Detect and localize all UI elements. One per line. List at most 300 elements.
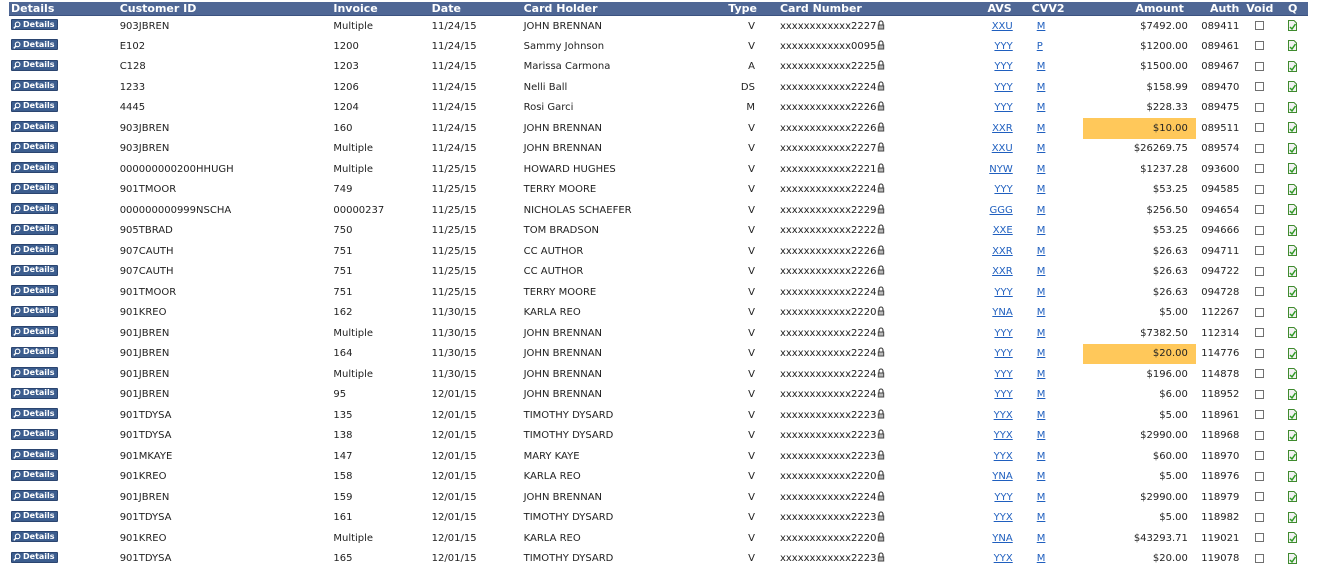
avs-link[interactable]: YYY	[994, 389, 1012, 400]
cvv2-link[interactable]: M	[1037, 389, 1046, 400]
invoice: 1206	[331, 77, 429, 98]
details-cell	[9, 221, 115, 242]
details-button-label: Details	[23, 327, 55, 337]
receipt-icon[interactable]	[1288, 430, 1297, 441]
cvv2-link[interactable]: M	[1037, 102, 1046, 113]
receipt-icon[interactable]	[1288, 450, 1297, 461]
q-cell	[1277, 57, 1308, 78]
details-button[interactable]	[11, 408, 58, 419]
customer-id: 901KREO	[115, 303, 332, 324]
cvv2-link[interactable]: M	[1037, 512, 1046, 523]
void-checkbox[interactable]	[1255, 513, 1264, 522]
cvv2-link[interactable]: M	[1037, 266, 1046, 277]
cvv2-link[interactable]: P	[1037, 41, 1043, 52]
date: 12/01/15	[430, 487, 522, 508]
col-header-q[interactable]: Q	[1277, 2, 1308, 16]
card-holder: NICHOLAS SCHAEFER	[522, 200, 699, 221]
avs-link[interactable]: YYX	[994, 430, 1013, 441]
receipt-icon[interactable]	[1288, 491, 1297, 502]
avs-link[interactable]: XXU	[992, 21, 1013, 32]
receipt-icon[interactable]	[1288, 184, 1297, 195]
card-type: V	[698, 221, 770, 242]
avs-link[interactable]: YYY	[994, 41, 1012, 52]
void-checkbox[interactable]	[1255, 246, 1264, 255]
void-checkbox[interactable]	[1255, 41, 1264, 50]
cvv2-link[interactable]: M	[1037, 328, 1046, 339]
void-checkbox[interactable]	[1255, 390, 1264, 399]
receipt-icon[interactable]	[1288, 409, 1297, 420]
auth-code: 089470	[1196, 77, 1243, 98]
void-checkbox[interactable]	[1255, 369, 1264, 378]
avs-link[interactable]: YNA	[992, 471, 1012, 482]
avs-link[interactable]: YYY	[994, 492, 1012, 503]
amount: $53.25	[1083, 221, 1196, 242]
receipt-icon[interactable]	[1288, 307, 1297, 318]
q-cell	[1277, 528, 1308, 549]
card-type: V	[698, 467, 770, 488]
amount: $60.00	[1083, 446, 1196, 467]
col-header-customer-id[interactable]: Customer ID	[115, 2, 332, 16]
date: 11/25/15	[430, 180, 522, 201]
avs-link[interactable]: YYX	[994, 512, 1013, 523]
magnifier-icon	[13, 287, 21, 295]
card-type: M	[698, 98, 770, 119]
details-button[interactable]	[11, 285, 58, 296]
card-number-cell	[770, 282, 952, 303]
card-type: V	[698, 180, 770, 201]
date: 11/24/15	[430, 36, 522, 57]
void-checkbox[interactable]	[1255, 144, 1264, 153]
avs-cell	[952, 508, 1026, 529]
cvv2-link[interactable]: M	[1037, 471, 1046, 482]
col-header-void[interactable]: Void	[1242, 2, 1277, 16]
card-type: V	[698, 16, 770, 37]
q-cell	[1277, 549, 1308, 569]
details-cell	[9, 528, 115, 549]
card-number: xxxxxxxxxxxx2226	[780, 266, 876, 277]
card-type: V	[698, 508, 770, 529]
magnifier-icon	[13, 123, 21, 131]
amount: $20.00	[1083, 549, 1196, 569]
details-button-label: Details	[23, 368, 55, 378]
q-cell	[1277, 139, 1308, 160]
cvv2-link[interactable]: M	[1037, 205, 1046, 216]
table-row	[9, 323, 1308, 344]
void-cell	[1242, 508, 1277, 529]
lock-icon	[877, 122, 885, 132]
void-checkbox[interactable]	[1255, 103, 1264, 112]
lock-icon	[877, 286, 885, 296]
card-number: xxxxxxxxxxxx2220	[780, 533, 876, 544]
card-number: xxxxxxxxxxxx2227	[780, 143, 876, 154]
auth-code: 089475	[1196, 98, 1243, 119]
invoice: 135	[331, 405, 429, 426]
magnifier-icon	[13, 492, 21, 500]
cvv2-link[interactable]: M	[1037, 348, 1046, 359]
receipt-icon[interactable]	[1288, 225, 1297, 236]
customer-id: 901MKAYE	[115, 446, 332, 467]
card-holder: CC AUTHOR	[522, 241, 699, 262]
avs-link[interactable]: XXR	[992, 246, 1013, 257]
col-header-type[interactable]: Type	[698, 2, 770, 16]
details-button[interactable]	[11, 531, 58, 542]
void-checkbox[interactable]	[1255, 533, 1264, 542]
avs-link[interactable]: YYY	[994, 348, 1012, 359]
details-button-label: Details	[23, 491, 55, 501]
table-row	[9, 508, 1308, 529]
avs-cell	[952, 98, 1026, 119]
avs-link[interactable]: YNA	[992, 307, 1012, 318]
card-number: xxxxxxxxxxxx0095	[780, 41, 876, 52]
magnifier-icon	[13, 184, 21, 192]
details-button[interactable]	[11, 511, 58, 522]
customer-id: 907CAUTH	[115, 262, 332, 283]
details-cell	[9, 16, 115, 37]
cvv2-cell	[1026, 385, 1083, 406]
transactions-table	[9, 2, 1308, 569]
avs-cell	[952, 221, 1026, 242]
void-checkbox[interactable]	[1255, 328, 1264, 337]
date: 11/25/15	[430, 221, 522, 242]
details-button[interactable]	[11, 429, 58, 440]
avs-link[interactable]: XXU	[992, 143, 1013, 154]
card-type: DS	[698, 77, 770, 98]
avs-cell	[952, 241, 1026, 262]
cvv2-cell	[1026, 200, 1083, 221]
card-holder: TIMOTHY DYSARD	[522, 508, 699, 529]
receipt-icon[interactable]	[1288, 20, 1297, 31]
details-button[interactable]	[11, 121, 58, 132]
lock-icon	[877, 409, 885, 419]
receipt-icon[interactable]	[1288, 368, 1297, 379]
details-button[interactable]	[11, 470, 58, 481]
details-cell	[9, 159, 115, 180]
col-header-date[interactable]: Date	[430, 2, 522, 16]
col-header-details[interactable]: Details	[9, 2, 115, 16]
magnifier-icon	[13, 143, 21, 151]
details-cell	[9, 549, 115, 569]
details-button[interactable]	[11, 101, 58, 112]
date: 11/25/15	[430, 159, 522, 180]
magnifier-icon	[13, 512, 21, 520]
lock-icon	[877, 532, 885, 542]
avs-link[interactable]: YYY	[994, 287, 1012, 298]
cvv2-link[interactable]: M	[1037, 492, 1046, 503]
col-header-card-number[interactable]: Card Number	[770, 2, 952, 16]
card-type: V	[698, 139, 770, 160]
magnifier-icon	[13, 430, 21, 438]
receipt-icon[interactable]	[1288, 553, 1297, 564]
receipt-icon[interactable]	[1288, 163, 1297, 174]
details-button[interactable]	[11, 60, 58, 71]
lock-icon	[877, 368, 885, 378]
receipt-icon[interactable]	[1288, 122, 1297, 133]
auth-code: 093600	[1196, 159, 1243, 180]
card-number: xxxxxxxxxxxx2223	[780, 410, 876, 421]
details-button[interactable]	[11, 326, 58, 337]
col-header-avs[interactable]: AVS	[952, 2, 1026, 16]
invoice: 159	[331, 487, 429, 508]
void-checkbox[interactable]	[1255, 123, 1264, 132]
void-checkbox[interactable]	[1255, 164, 1264, 173]
card-number: xxxxxxxxxxxx2229	[780, 205, 876, 216]
table-row	[9, 344, 1308, 365]
avs-link[interactable]: GGG	[989, 205, 1012, 216]
magnifier-icon	[13, 553, 21, 561]
receipt-icon[interactable]	[1288, 471, 1297, 482]
invoice: 751	[331, 262, 429, 283]
card-holder: Nelli Ball	[522, 77, 699, 98]
avs-link[interactable]: YYY	[994, 328, 1012, 339]
cvv2-link[interactable]: M	[1037, 533, 1046, 544]
receipt-icon[interactable]	[1288, 102, 1297, 113]
magnifier-icon	[13, 451, 21, 459]
date: 11/30/15	[430, 344, 522, 365]
details-cell	[9, 426, 115, 447]
customer-id: 901TDYSA	[115, 426, 332, 447]
lock-icon	[877, 327, 885, 337]
void-checkbox[interactable]	[1255, 554, 1264, 563]
avs-link[interactable]: YYY	[994, 82, 1012, 93]
date: 11/25/15	[430, 241, 522, 262]
magnifier-icon	[13, 328, 21, 336]
receipt-icon[interactable]	[1288, 266, 1297, 277]
cvv2-link[interactable]: M	[1037, 164, 1046, 175]
q-cell	[1277, 385, 1308, 406]
cvv2-link[interactable]: M	[1037, 225, 1046, 236]
lock-icon	[877, 450, 885, 460]
card-number-cell	[770, 303, 952, 324]
avs-cell	[952, 528, 1026, 549]
card-holder: MARY KAYE	[522, 446, 699, 467]
details-cell	[9, 508, 115, 529]
lock-icon	[877, 224, 885, 234]
details-button[interactable]	[11, 367, 58, 378]
card-holder: TIMOTHY DYSARD	[522, 549, 699, 569]
lock-icon	[877, 204, 885, 214]
void-checkbox[interactable]	[1255, 410, 1264, 419]
col-header-invoice[interactable]: Invoice	[331, 2, 429, 16]
void-checkbox[interactable]	[1255, 21, 1264, 30]
details-button[interactable]	[11, 39, 58, 50]
receipt-icon[interactable]	[1288, 286, 1297, 297]
details-button-label: Details	[23, 470, 55, 480]
card-type: V	[698, 282, 770, 303]
cvv2-link[interactable]: M	[1037, 410, 1046, 421]
lock-icon	[877, 552, 885, 562]
receipt-icon[interactable]	[1288, 81, 1297, 92]
details-button[interactable]	[11, 552, 58, 563]
date: 12/01/15	[430, 528, 522, 549]
auth-code: 094666	[1196, 221, 1243, 242]
receipt-icon[interactable]	[1288, 389, 1297, 400]
avs-link[interactable]: YYY	[994, 369, 1012, 380]
receipt-icon[interactable]	[1288, 532, 1297, 543]
avs-link[interactable]: YNA	[992, 533, 1012, 544]
details-button[interactable]	[11, 203, 58, 214]
date: 12/01/15	[430, 426, 522, 447]
table-row	[9, 528, 1308, 549]
receipt-icon[interactable]	[1288, 512, 1297, 523]
lock-icon	[877, 183, 885, 193]
details-button[interactable]	[11, 490, 58, 501]
amount: $26.63	[1083, 262, 1196, 283]
date: 11/25/15	[430, 262, 522, 283]
cvv2-link[interactable]: M	[1037, 287, 1046, 298]
cvv2-link[interactable]: M	[1037, 21, 1046, 32]
cvv2-cell	[1026, 98, 1083, 119]
avs-link[interactable]: XXR	[992, 123, 1013, 134]
details-button[interactable]	[11, 142, 58, 153]
invoice: 147	[331, 446, 429, 467]
avs-link[interactable]: XXE	[993, 225, 1013, 236]
receipt-icon[interactable]	[1288, 245, 1297, 256]
receipt-icon[interactable]	[1288, 143, 1297, 154]
customer-id: 901JBREN	[115, 323, 332, 344]
avs-link[interactable]: XXR	[992, 266, 1013, 277]
details-button[interactable]	[11, 19, 58, 30]
invoice: Multiple	[331, 528, 429, 549]
details-button[interactable]	[11, 306, 58, 317]
amount: $1500.00	[1083, 57, 1196, 78]
table-row	[9, 77, 1308, 98]
void-cell	[1242, 16, 1277, 37]
date: 11/24/15	[430, 57, 522, 78]
void-cell	[1242, 487, 1277, 508]
details-button[interactable]	[11, 347, 58, 358]
avs-cell	[952, 323, 1026, 344]
auth-code: 094654	[1196, 200, 1243, 221]
invoice: Multiple	[331, 364, 429, 385]
receipt-icon[interactable]	[1288, 204, 1297, 215]
customer-id: C128	[115, 57, 332, 78]
card-holder: HOWARD HUGHES	[522, 159, 699, 180]
receipt-icon[interactable]	[1288, 61, 1297, 72]
cvv2-link[interactable]: M	[1037, 553, 1046, 564]
details-button[interactable]	[11, 265, 58, 276]
cvv2-cell	[1026, 262, 1083, 283]
receipt-icon[interactable]	[1288, 40, 1297, 51]
details-button[interactable]	[11, 80, 58, 91]
details-cell	[9, 385, 115, 406]
details-button-label: Details	[23, 552, 55, 562]
avs-link[interactable]: YYX	[994, 451, 1013, 462]
details-button-label: Details	[23, 532, 55, 542]
card-type: V	[698, 262, 770, 283]
void-checkbox[interactable]	[1255, 308, 1264, 317]
details-button-label: Details	[23, 388, 55, 398]
avs-link[interactable]: YYY	[994, 102, 1012, 113]
avs-link[interactable]: YYX	[994, 410, 1013, 421]
avs-link[interactable]: YYX	[994, 553, 1013, 564]
details-button[interactable]	[11, 183, 58, 194]
col-header-card-holder[interactable]: Card Holder	[522, 2, 699, 16]
amount: $20.00	[1083, 344, 1196, 365]
void-checkbox[interactable]	[1255, 287, 1264, 296]
card-holder: Sammy Johnson	[522, 36, 699, 57]
card-holder: TIMOTHY DYSARD	[522, 405, 699, 426]
card-number-cell	[770, 118, 952, 139]
avs-link[interactable]: YYY	[994, 184, 1012, 195]
auth-code: 118970	[1196, 446, 1243, 467]
details-button[interactable]	[11, 244, 58, 255]
avs-cell	[952, 549, 1026, 569]
amount: $196.00	[1083, 364, 1196, 385]
amount: $228.33	[1083, 98, 1196, 119]
cvv2-link[interactable]: M	[1037, 246, 1046, 257]
avs-link[interactable]: YYY	[994, 61, 1012, 72]
auth-code: 089467	[1196, 57, 1243, 78]
cvv2-link[interactable]: M	[1037, 369, 1046, 380]
cvv2-link[interactable]: M	[1037, 143, 1046, 154]
amount: $5.00	[1083, 405, 1196, 426]
table-row	[9, 303, 1308, 324]
cvv2-link[interactable]: M	[1037, 430, 1046, 441]
card-holder: JOHN BRENNAN	[522, 118, 699, 139]
avs-link[interactable]: NYW	[989, 164, 1012, 175]
receipt-icon[interactable]	[1288, 327, 1297, 338]
card-number: xxxxxxxxxxxx2224	[780, 82, 876, 93]
void-checkbox[interactable]	[1255, 492, 1264, 501]
void-cell	[1242, 446, 1277, 467]
void-cell	[1242, 364, 1277, 385]
void-checkbox[interactable]	[1255, 226, 1264, 235]
lock-icon	[877, 142, 885, 152]
details-button[interactable]	[11, 224, 58, 235]
card-holder: JOHN BRENNAN	[522, 139, 699, 160]
void-checkbox[interactable]	[1255, 205, 1264, 214]
card-number: xxxxxxxxxxxx2227	[780, 21, 876, 32]
void-checkbox[interactable]	[1255, 431, 1264, 440]
cvv2-link[interactable]: M	[1037, 451, 1046, 462]
avs-cell	[952, 303, 1026, 324]
cvv2-link[interactable]: M	[1037, 82, 1046, 93]
col-header-auth[interactable]: Auth	[1196, 2, 1243, 16]
void-checkbox[interactable]	[1255, 62, 1264, 71]
cvv2-link[interactable]: M	[1037, 307, 1046, 318]
void-checkbox[interactable]	[1255, 82, 1264, 91]
cvv2-link[interactable]: M	[1037, 123, 1046, 134]
col-header-cvv2[interactable]: CVV2	[1026, 2, 1083, 16]
void-checkbox[interactable]	[1255, 267, 1264, 276]
void-checkbox[interactable]	[1255, 451, 1264, 460]
customer-id: 901KREO	[115, 467, 332, 488]
col-header-amount[interactable]: Amount	[1083, 2, 1196, 16]
void-checkbox[interactable]	[1255, 349, 1264, 358]
void-checkbox[interactable]	[1255, 472, 1264, 481]
magnifier-icon	[13, 369, 21, 377]
invoice: 138	[331, 426, 429, 447]
details-button[interactable]	[11, 388, 58, 399]
amount: $53.25	[1083, 180, 1196, 201]
void-checkbox[interactable]	[1255, 185, 1264, 194]
details-cell	[9, 36, 115, 57]
details-button[interactable]	[11, 162, 58, 173]
q-cell	[1277, 487, 1308, 508]
card-number-cell	[770, 159, 952, 180]
q-cell	[1277, 200, 1308, 221]
cvv2-link[interactable]: M	[1037, 184, 1046, 195]
details-button[interactable]	[11, 449, 58, 460]
receipt-icon[interactable]	[1288, 348, 1297, 359]
magnifier-icon	[13, 21, 21, 29]
card-type: V	[698, 159, 770, 180]
cvv2-cell	[1026, 36, 1083, 57]
card-number: xxxxxxxxxxxx2224	[780, 184, 876, 195]
cvv2-link[interactable]: M	[1037, 61, 1046, 72]
invoice: 1203	[331, 57, 429, 78]
card-number-cell	[770, 487, 952, 508]
